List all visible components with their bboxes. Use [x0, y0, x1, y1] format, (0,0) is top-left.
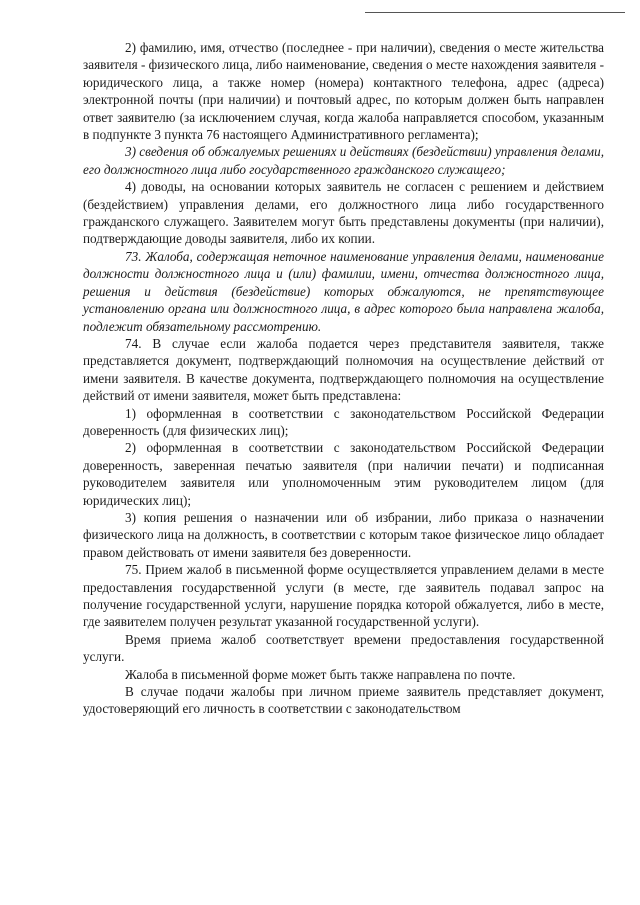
- paragraph-item-2: 2) фамилию, имя, отчество (последнее - при наличии), сведения о месте жительства заявителя - физического лица, либо наименование, сведения о месте нахождения заявителя - юридического лица, а также номер (номера) контактного телефона, адрес (адреса) электронной почты (при наличии) и почтовый адрес, по которым должен быть направлен ответ заявителю (за исключением случая, когда жалоба направляется способом, указанным в подпункте 3 пункта 76 настоящего Административного регламента);: [83, 40, 604, 143]
- header-rule: [365, 12, 625, 13]
- paragraph-item-4: 4) доводы, на основании которых заявитель не согласен с решением и действием (бездействием) управления делами, его должностного лица либо государственного гражданского служащего. Заявителем могут быть представлены документы (при наличии), подтверждающие доводы заявителя, либо их копии.: [83, 179, 604, 247]
- paragraph-74-item-3: 3) копия решения о назначении или об избрании, либо приказа о назначении физического лица на должность, в соответствии с которым такое физическое лицо обладает правом действовать от имени заявителя без доверенности.: [83, 509, 604, 560]
- paragraph-73: 73. Жалоба, содержащая неточное наименование управления делами, наименование должности должностного лица и (или) фамилии, имени, отчества должностного лица, решения и действия (бездействие) которых обжалуются, не препятствующее установлению органа или должностного лица, в адрес которого была направлена жалоба, подлежит обязательному рассмотрению.: [83, 248, 604, 334]
- paragraph-75: 75. Прием жалоб в письменной форме осуществляется управлением делами в месте предоставления государственной услуги (в месте, где заявитель подавал запрос на получение государственной услуги, нарушение порядка которой обжалуется, либо в месте, где заявителем получен результат указанной государственной услуги).: [83, 562, 604, 630]
- paragraph-personal-reception: В случае подачи жалобы при личном приеме заявитель представляет документ, удостоверяющий его личность в соответствии с законодательством: [83, 684, 604, 717]
- paragraph-item-3: 3) сведения об обжалуемых решениях и действиях (бездействии) управления делами, его должностного лица либо государственного гражданского служащего;: [83, 144, 604, 177]
- paragraph-74-item-2: 2) оформленная в соответствии с законодательством Российской Федерации доверенность, заверенная печатью заявителя (при наличии печати) и подписанная руководителем заявителя или уполномоченным этим руководителем лицом (для юридических лиц);: [83, 440, 604, 508]
- paragraph-74-item-1: 1) оформленная в соответствии с законодательством Российской Федерации доверенность (для физических лиц);: [83, 405, 604, 438]
- paragraph-mail: Жалоба в письменной форме может быть также направлена по почте.: [125, 666, 516, 682]
- paragraph-reception-time: Время приема жалоб соответствует времени предоставления государственной услуги.: [83, 631, 604, 665]
- paragraph-74: 74. В случае если жалоба подается через представителя заявителя, также представляется документ, подтверждающий полномочия на осуществление действий от имени заявителя. В качестве документа, подтверждающего полномочия на осуществление действий от имени заявителя, может быть представлена:: [83, 335, 604, 404]
